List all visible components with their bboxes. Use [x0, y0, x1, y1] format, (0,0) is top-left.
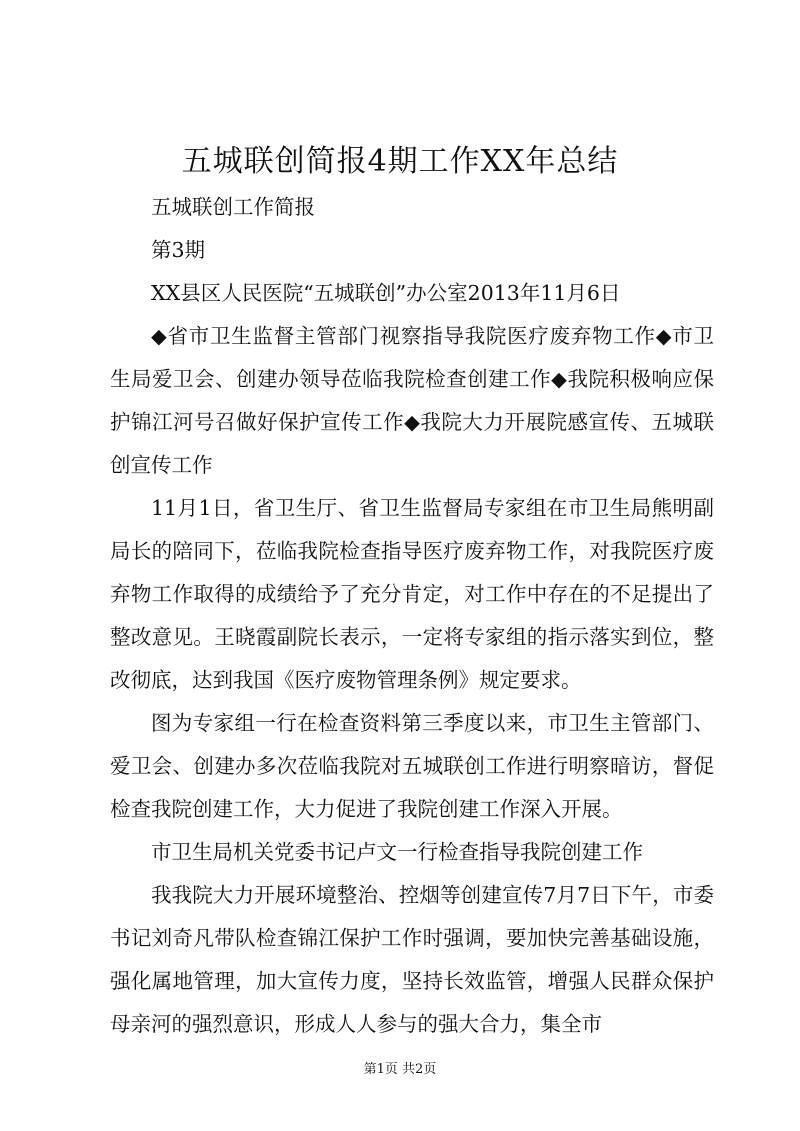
paragraph-bulletin-name: 五城联创工作简报 — [151, 195, 315, 219]
paragraph-issuer-date: XX县区人民医院“五城联创”办公室2013年11月6日 — [151, 281, 621, 305]
paragraph-inspection-report: 11月1日，省卫生厅、省卫生监督局专家组在市卫生局熊明副局长的陪同下，莅临我院检查指导医疗废弃物工作，对我院医疗废弃物工作取得的成绩给予了充分肯定，对工作中存在的不足提出了整改意见。王晓霞副院长表示，一定将专家组的指示落实到位，整改彻底，达到我国《医疗废物管理条例》规定要求。 — [110, 496, 714, 692]
paragraph-party-secretary-inspection: 市卫生局机关党委书记卢文一行检查指导我院创建工作 — [151, 840, 643, 864]
document-title: 五城联创简报4期工作XX年总结 — [181, 144, 619, 179]
paragraph-environment-campaign: 我我院大力开展环境整治、控烟等创建宣传7月7日下午，市委书记刘奇凡带队检查锦江保护工作时强调，要加快完善基础设施，强化属地管理，加大宣传力度，坚持长效监管，增强人民群众保护母亲河的强烈意识，形成人人参与的强大合力，集全市 — [110, 883, 714, 1036]
page-footer: 第1页 共2页 — [363, 1062, 437, 1077]
document-body — [110, 186, 714, 1046]
paragraph-photo-caption-progress: 图为专家组一行在检查资料第三季度以来，市卫生主管部门、爱卫会、创建办多次莅临我院对五城联创工作进行明察暗访，督促检查我院创建工作，大力促进了我院创建工作深入开展。 — [110, 711, 714, 821]
paragraph-issue-number: 第3期 — [151, 238, 206, 262]
paragraph-highlights: ◆省市卫生监督主管部门视察指导我院医疗废弃物工作◆市卫生局爱卫会、创建办领导莅临我院检查创建工作◆我院积极响应保护锦江河号召做好保护宣传工作◆我院大力开展院感宣传、五城联创宣传工作 — [110, 324, 714, 477]
